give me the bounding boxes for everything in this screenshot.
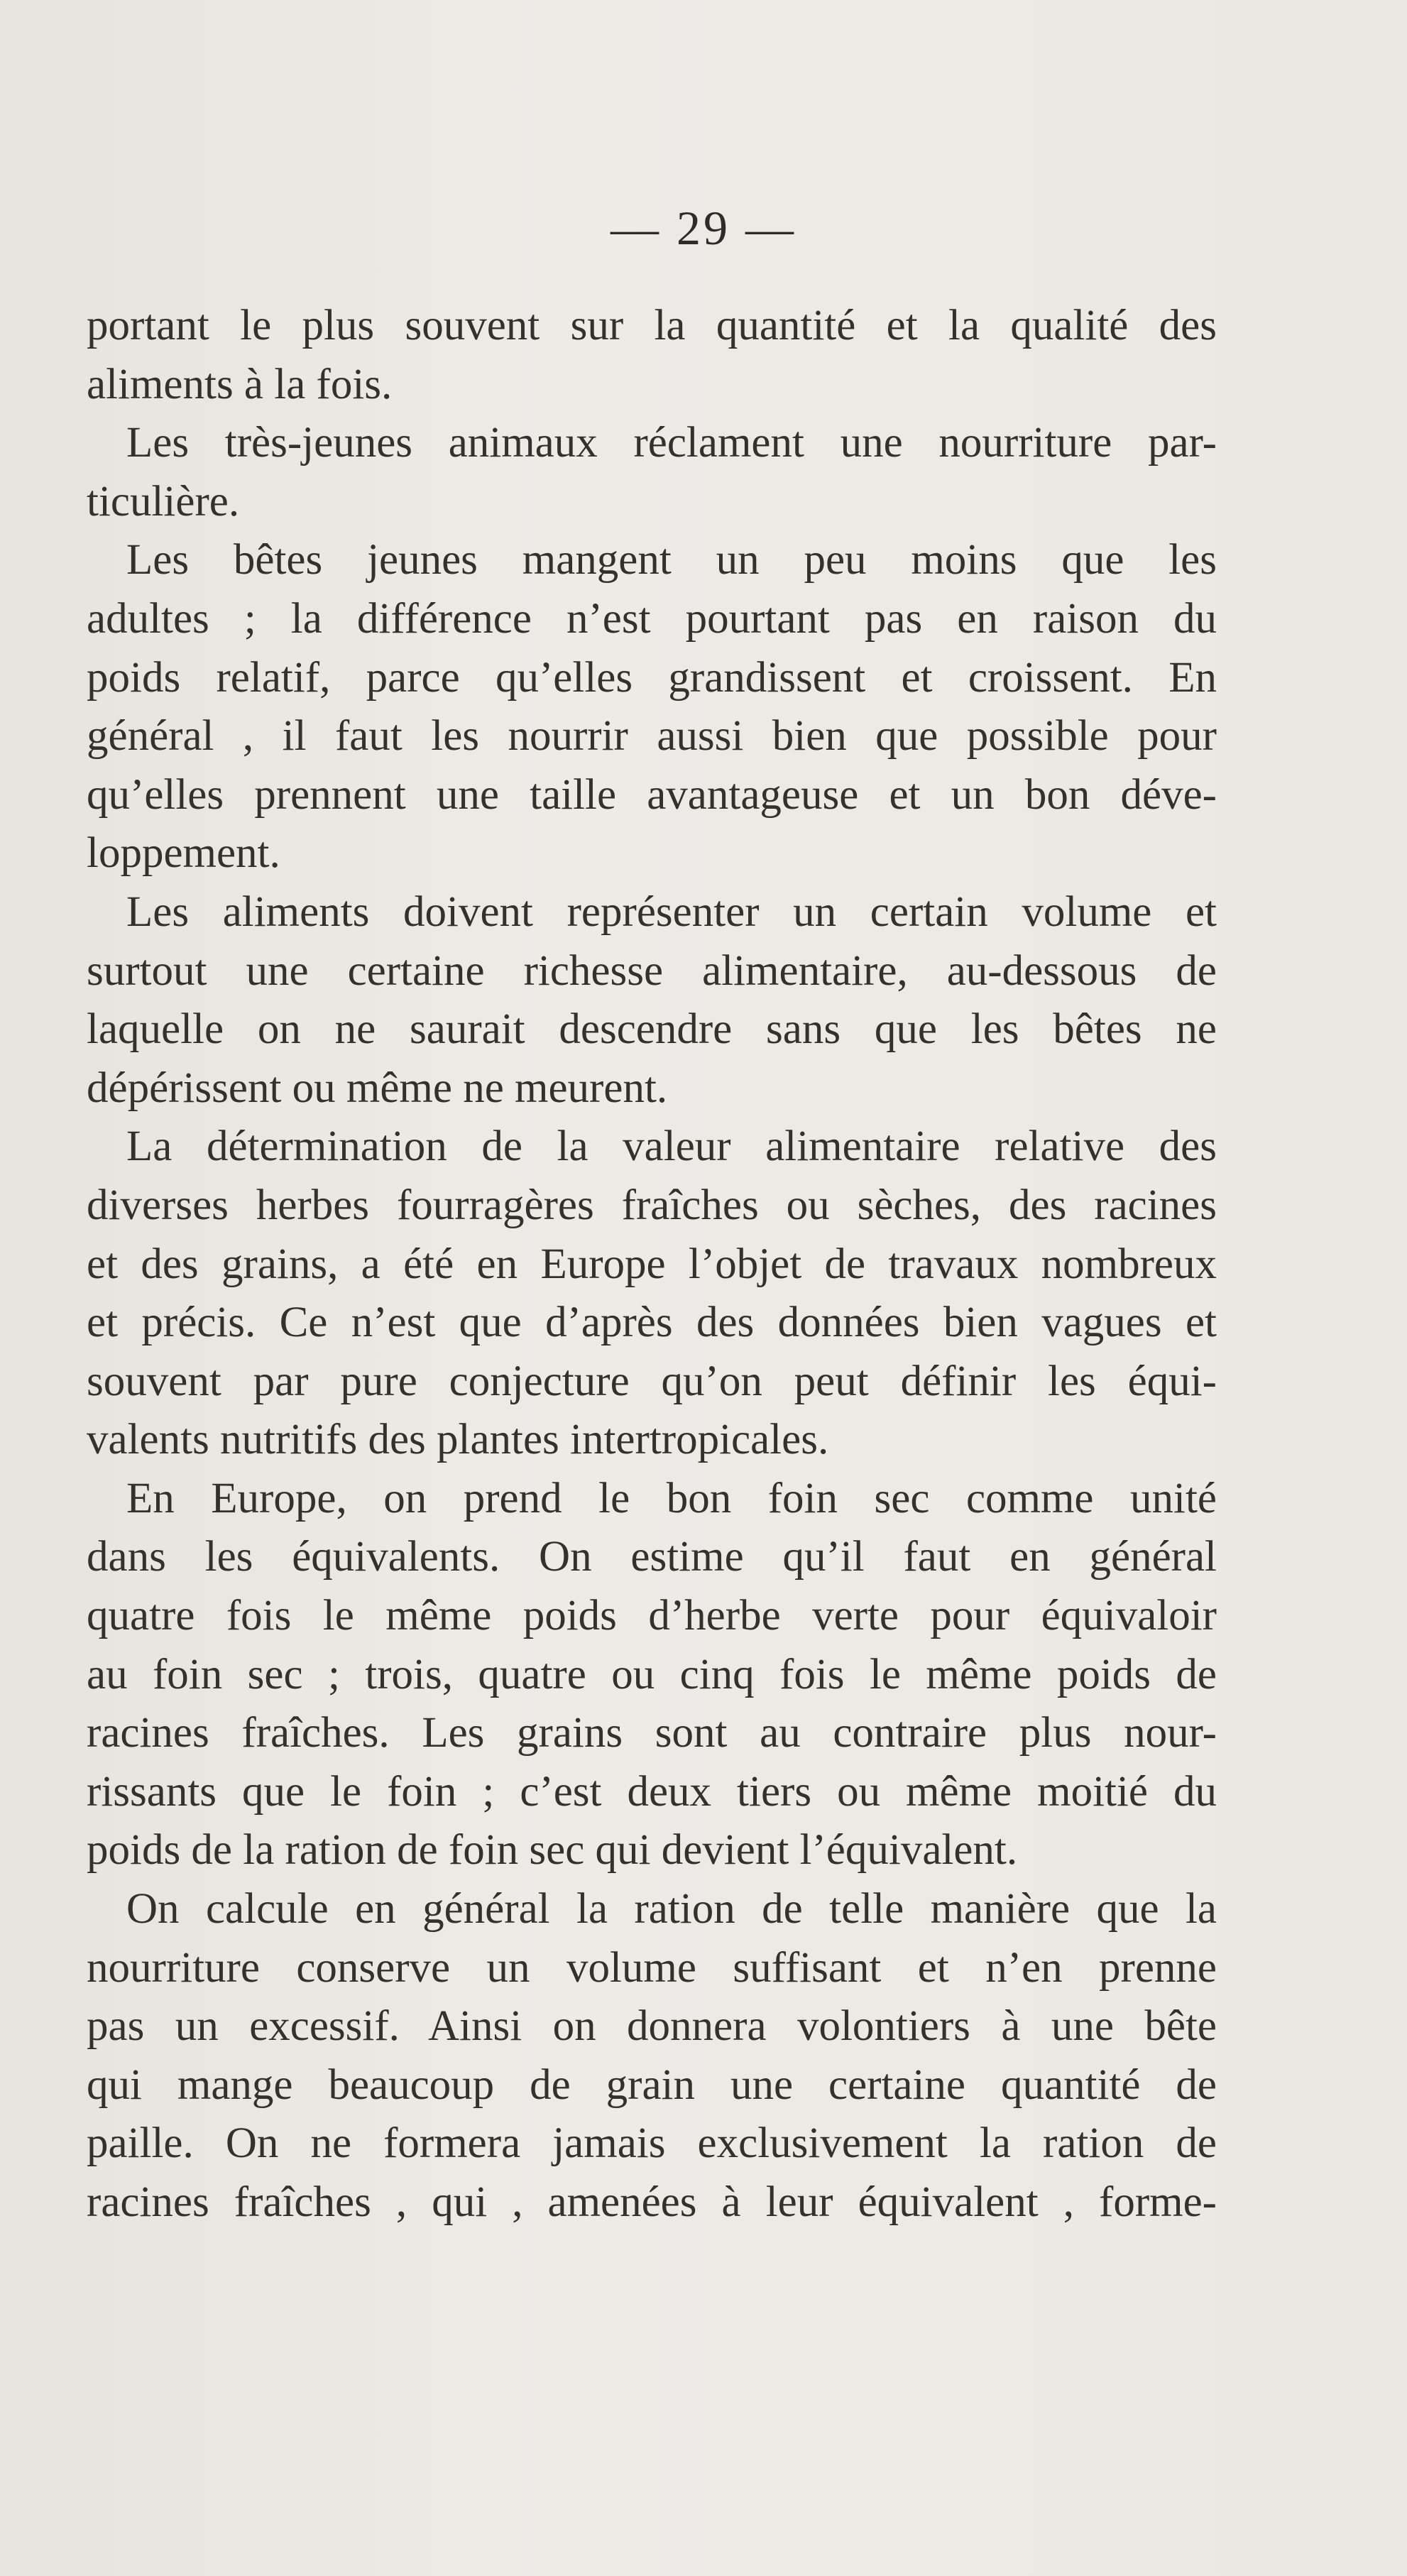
text-line: et précis. Ce n’est que d’après des données bien vagues et bbox=[87, 1299, 1217, 1347]
text-line: portant le plus souvent sur la quantité et la qualité des bbox=[87, 302, 1217, 349]
text-line: au foin sec ; trois, quatre ou cinq fois le même poids de bbox=[87, 1650, 1217, 1698]
text-line: paille. On ne formera jamais exclusivement la ration de bbox=[87, 2119, 1217, 2168]
paragraph-4 bbox=[87, 883, 1217, 1118]
text-line: quatre fois le même poids d’herbe verte pour équivaloir bbox=[87, 1592, 1217, 1640]
text-line: qu’elles prennent une taille avantageuse et un bon déve- bbox=[87, 770, 1217, 819]
text-line: Les aliments doivent représenter un certain volume et bbox=[126, 888, 1217, 936]
text-line: général , il faut les nourrir aussi bien que possible pour bbox=[87, 712, 1217, 760]
text-line: valents nutritifs des plantes intertropicales. bbox=[87, 1416, 829, 1464]
text-line: adultes ; la différence n’est pourtant pas en raison du bbox=[87, 594, 1217, 643]
text-line: qui mange beaucoup de grain une certaine quantité de bbox=[87, 2061, 1217, 2109]
text-line: souvent par pure conjecture qu’on peut définir les équi- bbox=[87, 1357, 1217, 1405]
text-line: Les très-jeunes animaux réclament une nourriture par- bbox=[126, 419, 1217, 467]
text-line: racines fraîches. Les grains sont au contraire plus nour- bbox=[87, 1709, 1217, 1757]
text-line: laquelle on ne saurait descendre sans que les bêtes ne bbox=[87, 1005, 1217, 1054]
text-line: En Europe, on prend le bon foin sec comme unité bbox=[126, 1474, 1217, 1522]
paragraph-7 bbox=[87, 1880, 1217, 2232]
paragraph-6 bbox=[87, 1470, 1217, 1880]
paragraph-1 bbox=[87, 297, 1217, 414]
text-line: Les bêtes jeunes mangent un peu moins que les bbox=[126, 536, 1217, 584]
text-line: poids relatif, parce qu’elles grandissent et croissent. En bbox=[87, 653, 1217, 702]
text-line: et des grains, a été en Europe l’objet de travaux nombreux bbox=[87, 1240, 1217, 1288]
body-text bbox=[87, 297, 1217, 2232]
paragraph-3 bbox=[87, 531, 1217, 883]
text-line: dépérissent ou même ne meurent. bbox=[87, 1064, 668, 1112]
paragraph-5 bbox=[87, 1118, 1217, 1470]
text-line: On calcule en général la ration de telle manière que la bbox=[126, 1885, 1217, 1933]
text-line: ticulière. bbox=[87, 477, 240, 525]
text-line: diverses herbes fourragères fraîches ou sèches, des racines bbox=[87, 1181, 1217, 1229]
text-line: dans les équivalents. On estime qu’il faut en général bbox=[87, 1533, 1217, 1581]
text-line: surtout une certaine richesse alimentaire, au-dessous de bbox=[87, 946, 1217, 995]
paragraph-2 bbox=[87, 414, 1217, 531]
text-line: pas un excessif. Ainsi on donnera volontiers à une bête bbox=[87, 2002, 1217, 2051]
text-line: La détermination de la valeur alimentaire relative des bbox=[126, 1123, 1217, 1171]
text-line: rissants que le foin ; c’est deux tiers ou même moitié du bbox=[87, 1767, 1217, 1816]
text-line: poids de la ration de foin sec qui devient l’équivalent. bbox=[87, 1826, 1018, 1874]
text-line: aliments à la fois. bbox=[87, 360, 393, 408]
page-number: — 29 — bbox=[611, 201, 796, 255]
text-line: racines fraîches , qui , amenées à leur équivalent , forme- bbox=[87, 2178, 1217, 2226]
text-line: nourriture conserve un volume suffisant et n’en prenne bbox=[87, 1943, 1217, 1992]
text-line: loppement. bbox=[87, 829, 280, 878]
